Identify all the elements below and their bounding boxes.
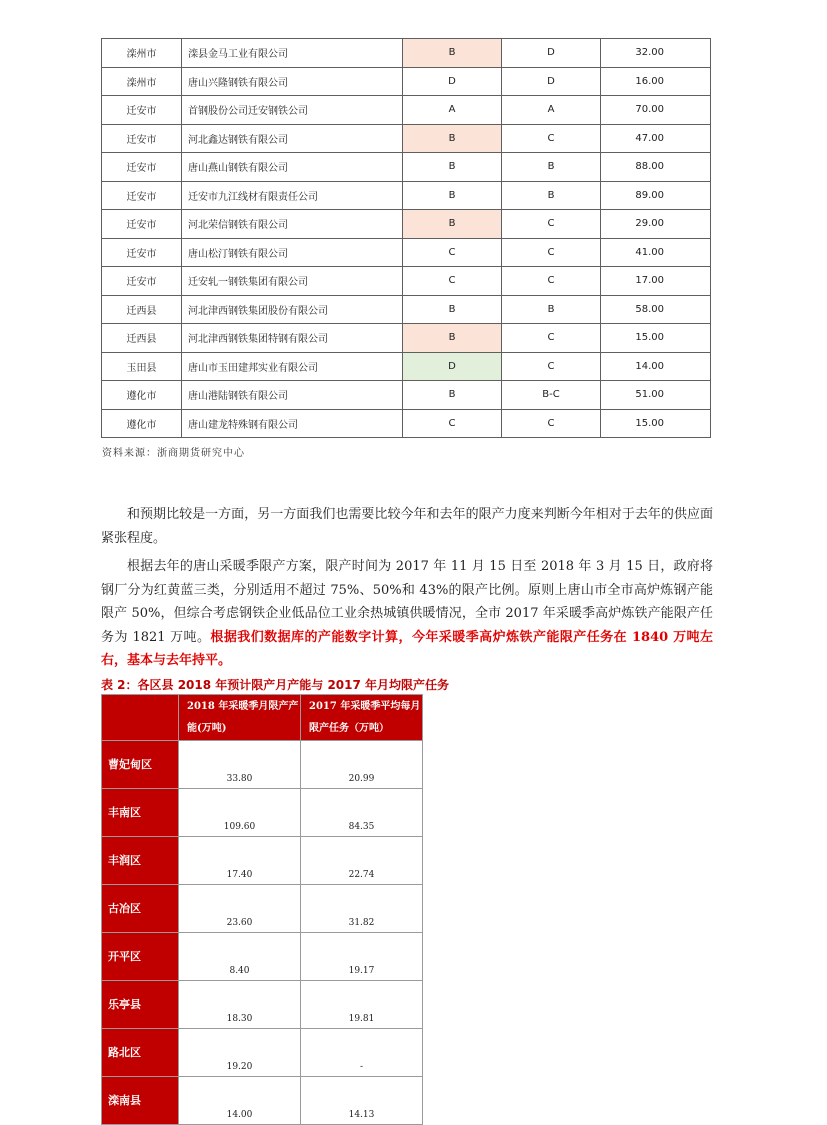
cell-grade-b: C — [502, 210, 601, 239]
cell-grade-a: B — [403, 381, 502, 410]
cell-value: 15.00 — [601, 324, 711, 353]
cell-district: 丰润区 — [102, 837, 179, 885]
cell-grade-a: B — [403, 153, 502, 182]
cell-district: 古冶区 — [102, 885, 179, 933]
cell-grade-b: B — [502, 295, 601, 324]
cell-2017-task: 14.13 — [301, 1077, 423, 1125]
cell-company: 唐山港陆钢铁有限公司 — [182, 381, 403, 410]
cell-2018-capacity: 19.20 — [179, 1029, 301, 1077]
cell-value: 32.00 — [601, 39, 711, 68]
cell-value: 29.00 — [601, 210, 711, 239]
table-row — [102, 153, 711, 182]
cell-grade-a: B — [403, 295, 502, 324]
cell-city: 迁安市 — [102, 238, 182, 267]
source-note: 资料来源：浙商期货研究中心 — [102, 448, 245, 459]
cell-company: 滦县金马工业有限公司 — [182, 39, 403, 68]
cell-grade-b: C — [502, 267, 601, 296]
cell-city: 迁安市 — [102, 181, 182, 210]
table-header-corner — [102, 695, 179, 741]
cell-company: 河北荣信钢铁有限公司 — [182, 210, 403, 239]
cell-2017-task: - — [301, 1029, 423, 1077]
cell-grade-a: B — [403, 324, 502, 353]
cell-value: 88.00 — [601, 153, 711, 182]
cell-grade-b: C — [502, 238, 601, 267]
cell-city: 迁西县 — [102, 295, 182, 324]
cell-city: 迁安市 — [102, 267, 182, 296]
table-row — [102, 885, 423, 933]
cell-2017-task: 20.99 — [301, 741, 423, 789]
cell-2018-capacity: 23.60 — [179, 885, 301, 933]
cell-2017-task: 19.17 — [301, 933, 423, 981]
cell-grade-a: D — [403, 67, 502, 96]
table-row — [102, 1029, 423, 1077]
cell-grade-a: B — [403, 39, 502, 68]
cell-value: 51.00 — [601, 381, 711, 410]
table-row — [102, 295, 711, 324]
cell-2018-capacity: 8.40 — [179, 933, 301, 981]
cell-district: 曹妃甸区 — [102, 741, 179, 789]
header-2017-task: 2017 年采暖季平均每月限产任务（万吨） — [301, 695, 423, 741]
cell-value: 15.00 — [601, 409, 711, 438]
table-row — [102, 741, 423, 789]
cell-district: 滦南县 — [102, 1077, 179, 1125]
table-row — [102, 67, 711, 96]
cell-company: 迁安市九江线材有限责任公司 — [182, 181, 403, 210]
cell-company: 首钢股份公司迁安钢铁公司 — [182, 96, 403, 125]
table-row — [102, 324, 711, 353]
paragraph-2-emphasis: 根据我们数据库的产能数字计算，今年采暖季高炉炼铁产能限产任务在 1840 万吨左右，基本与去年持平。 — [101, 629, 713, 668]
cell-value: 58.00 — [601, 295, 711, 324]
cell-company: 河北津西钢铁集团股份有限公司 — [182, 295, 403, 324]
cell-2018-capacity: 17.40 — [179, 837, 301, 885]
cell-city: 迁西县 — [102, 324, 182, 353]
cell-company: 唐山兴隆钢铁有限公司 — [182, 67, 403, 96]
cell-grade-b: A — [502, 96, 601, 125]
cell-city: 迁安市 — [102, 153, 182, 182]
cell-company: 迁安轧一钢铁集团有限公司 — [182, 267, 403, 296]
cell-grade-a: D — [403, 352, 502, 381]
cell-grade-b: D — [502, 67, 601, 96]
table-header-row — [102, 695, 423, 741]
cell-grade-a: C — [403, 409, 502, 438]
cell-district: 丰南区 — [102, 789, 179, 837]
cell-grade-a: B — [403, 210, 502, 239]
cell-city: 遵化市 — [102, 409, 182, 438]
table-row — [102, 96, 711, 125]
cell-company: 唐山松汀钢铁有限公司 — [182, 238, 403, 267]
cell-2018-capacity: 14.00 — [179, 1077, 301, 1125]
table-row — [102, 39, 711, 68]
cell-company: 唐山市玉田建邦实业有限公司 — [182, 352, 403, 381]
table-row — [102, 124, 711, 153]
table-row — [102, 933, 423, 981]
cell-city: 滦州市 — [102, 67, 182, 96]
cell-2017-task: 31.82 — [301, 885, 423, 933]
cell-value: 14.00 — [601, 352, 711, 381]
cell-grade-a: B — [403, 124, 502, 153]
cell-value: 89.00 — [601, 181, 711, 210]
cell-grade-b: C — [502, 409, 601, 438]
cell-grade-a: A — [403, 96, 502, 125]
table-row — [102, 181, 711, 210]
cell-company: 河北鑫达钢铁有限公司 — [182, 124, 403, 153]
company-grade-table — [101, 38, 711, 438]
header-2018-capacity: 2018 年采暖季月限产产能(万吨) — [179, 695, 301, 741]
paragraph-2-text: 根据去年的唐山采暖季限产方案，限产时间为 2017 年 11 月 15 日至 2018 年 3 月 15 日，政府将钢厂分为红黄蓝三类，分别适用不超过 75%、50%和 43%的限产比例。原则上唐山市全市高炉炼钢产能限产 50%，但综合考虑钢铁企业低品位工业余热城镇供暖情况，全市 2017 年采暖季高炉炼铁产能限产任务为 1821 万吨。 — [101, 559, 713, 645]
cell-value: 17.00 — [601, 267, 711, 296]
table-row — [102, 210, 711, 239]
cell-value: 41.00 — [601, 238, 711, 267]
cell-value: 16.00 — [601, 67, 711, 96]
cell-company: 唐山燕山钢铁有限公司 — [182, 153, 403, 182]
table-row — [102, 267, 711, 296]
cell-grade-a: B — [403, 181, 502, 210]
table-row — [102, 789, 423, 837]
cell-company: 唐山建龙特殊钢有限公司 — [182, 409, 403, 438]
cell-grade-b: B — [502, 153, 601, 182]
cell-grade-b: B — [502, 181, 601, 210]
cell-city: 迁安市 — [102, 124, 182, 153]
cell-2018-capacity: 18.30 — [179, 981, 301, 1029]
cell-2017-task: 84.35 — [301, 789, 423, 837]
cell-grade-b: C — [502, 324, 601, 353]
table-row — [102, 238, 711, 267]
cell-value: 47.00 — [601, 124, 711, 153]
cell-district: 路北区 — [102, 1029, 179, 1077]
table-row — [102, 1077, 423, 1125]
table-row — [102, 409, 711, 438]
cell-company: 河北津西钢铁集团特钢有限公司 — [182, 324, 403, 353]
cell-city: 玉田县 — [102, 352, 182, 381]
cell-city: 遵化市 — [102, 381, 182, 410]
cell-2018-capacity: 33.80 — [179, 741, 301, 789]
cell-grade-b: D — [502, 39, 601, 68]
table-row — [102, 381, 711, 410]
paragraph-2 — [101, 555, 713, 673]
cell-2018-capacity: 109.60 — [179, 789, 301, 837]
paragraph-1: 和预期比较是一方面，另一方面我们也需要比较今年和去年的限产力度来判断今年相对于去年的供应面紧张程度。 — [101, 507, 713, 546]
cell-2017-task: 19.81 — [301, 981, 423, 1029]
table-2-caption: 表 2：各区县 2018 年预计限产月产能与 2017 年月均限产任务 — [101, 678, 450, 692]
cell-city: 迁安市 — [102, 210, 182, 239]
cell-grade-b: C — [502, 124, 601, 153]
cell-grade-a: C — [403, 267, 502, 296]
cell-grade-a: C — [403, 238, 502, 267]
cell-2017-task: 22.74 — [301, 837, 423, 885]
table-row — [102, 352, 711, 381]
table-row — [102, 981, 423, 1029]
cell-district: 乐亭县 — [102, 981, 179, 1029]
cell-city: 迁安市 — [102, 96, 182, 125]
district-capacity-table — [101, 694, 423, 1125]
cell-city: 滦州市 — [102, 39, 182, 68]
cell-district: 开平区 — [102, 933, 179, 981]
cell-value: 70.00 — [601, 96, 711, 125]
table-row — [102, 837, 423, 885]
cell-grade-b: C — [502, 352, 601, 381]
cell-grade-b: B-C — [502, 381, 601, 410]
